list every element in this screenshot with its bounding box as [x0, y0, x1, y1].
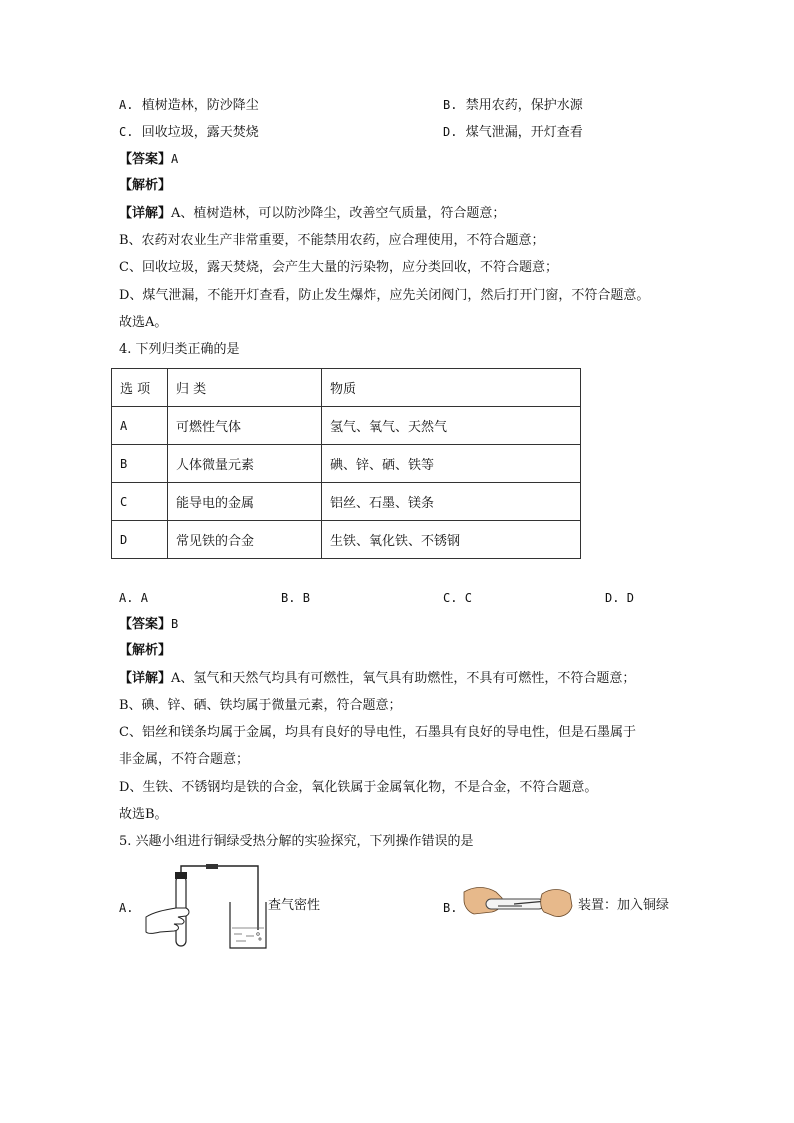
q4-option-d: D. D [605, 591, 634, 605]
q5-option-b-label: B. [443, 901, 458, 915]
classification-table [111, 368, 581, 559]
table-cell: C [112, 483, 168, 521]
q4-detail-line-5: D、生铁、不锈钢均是铁的合金，氧化铁属于金属氧化物，不是合金，不符合题意。 [119, 780, 598, 795]
table-cell: 碘、锌、硒、铁等 [322, 445, 581, 483]
table-cell: D [112, 521, 168, 559]
q4-conclusion: 故选B。 [119, 807, 168, 822]
q3-detail-line-1: 【详解】A、植树造林，可以防沙降尘，改善空气质量，符合题意； [119, 206, 506, 221]
q5-stem: 5. 兴趣小组进行铜绿受热分解的实验探究，下列操作错误的是 [119, 834, 474, 849]
q4-detail-line-1: 【详解】A、氢气和天然气均具有可燃性，氧气具有助燃性，不具有可燃性，不符合题意； [119, 671, 636, 686]
delivery-tube-icon [181, 866, 258, 930]
q3-option-c: C. 回收垃圾，露天焚烧 [119, 125, 259, 140]
q4-answer: 【答案】B [119, 617, 179, 632]
table-row [112, 521, 581, 559]
table-cell: 人体微量元素 [168, 445, 322, 483]
airtight-check-figure [142, 862, 272, 952]
bubble-icon [259, 938, 261, 940]
table-header-cell: 物质 [322, 369, 581, 407]
table-cell: 铝丝、石墨、镁条 [322, 483, 581, 521]
q3-option-b: B. 禁用农药，保护水源 [443, 98, 583, 113]
q4-stem: 4. 下列归类正确的是 [119, 342, 240, 357]
beaker-icon [230, 902, 266, 948]
q3-answer: 【答案】A [119, 152, 179, 167]
q4-option-b: B. B [281, 591, 310, 605]
bubble-icon [257, 933, 260, 936]
q3-detail-line-2: B、农药对农业生产非常重要，不能禁用农药，应合理使用，不符合题意； [119, 233, 545, 248]
q3-option-a: A. 植树造林，防沙降尘 [119, 98, 259, 113]
q3-analysis-tag: 【解析】 [119, 178, 172, 193]
table-header-row [112, 369, 581, 407]
add-powder-figure [462, 880, 574, 926]
table-cell: 能导电的金属 [168, 483, 322, 521]
table-row [112, 407, 581, 445]
q5-option-b-caption: 装置：加入铜绿 [578, 898, 670, 913]
q4-detail-line-3: C、铝丝和镁条均属于金属，均具有良好的导电性，石墨具有良好的导电性，但是石墨属于 [119, 725, 636, 740]
q3-detail-line-4: D、煤气泄漏，不能开灯查看，防止发生爆炸，应先关闭阀门，然后打开门窗，不符合题意。 [119, 288, 650, 303]
q4-option-c: C. C [443, 591, 472, 605]
table-cell: 可燃性气体 [168, 407, 322, 445]
q3-conclusion: 故选A。 [119, 315, 168, 330]
q5-option-a-caption: 查气密性 [268, 898, 321, 913]
table-cell: B [112, 445, 168, 483]
q3-option-d: D. 煤气泄漏，开灯查看 [443, 125, 583, 140]
q4-option-a: A. A [119, 591, 148, 605]
q4-analysis-tag: 【解析】 [119, 643, 172, 658]
right-hand-icon [541, 890, 572, 917]
q4-detail-line-2: B、碘、锌、硒、铁均属于微量元素，符合题意； [119, 698, 402, 713]
rubber-joint-icon [206, 864, 218, 869]
q5-option-a-label: A. [119, 901, 134, 915]
q3-detail-line-3: C、回收垃圾，露天焚烧，会产生大量的污染物，应分类回收，不符合题意； [119, 260, 558, 275]
table-cell: 常见铁的合金 [168, 521, 322, 559]
stopper-icon [175, 872, 187, 879]
q4-detail-line-4: 非金属，不符合题意； [119, 752, 250, 767]
table-row [112, 445, 581, 483]
table-row [112, 483, 581, 521]
table-cell: 生铁、氧化铁、不锈钢 [322, 521, 581, 559]
table-cell: 氢气、氧气、天然气 [322, 407, 581, 445]
table-header-cell: 归 类 [168, 369, 322, 407]
table-header-cell: 选 项 [112, 369, 168, 407]
table-cell: A [112, 407, 168, 445]
